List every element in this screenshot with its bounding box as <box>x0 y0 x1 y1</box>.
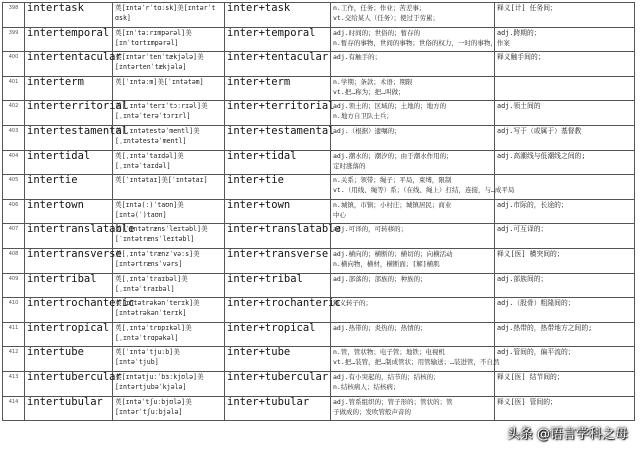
definition-line: adj.（根据）遗嘱的； <box>333 126 401 135</box>
phonetic-line: [ˌɪntəˈtraɪbəl] <box>115 284 175 293</box>
definition-line: adj.时间的；世俗的；暂存的 <box>333 28 421 37</box>
phonetic-line: 英[ˈɪntəˈtjuːb]美 <box>115 348 180 357</box>
row-number: 410 <box>3 298 25 323</box>
phonetic-line: [ɪnˈtɑrtɪmpərəl] <box>115 38 179 47</box>
row-number: 405 <box>3 175 25 200</box>
phonetic-line: [ˌɪntətestəˈmentl] <box>115 136 187 145</box>
definition-line: adj.有触手的； <box>333 53 382 62</box>
table-row <box>3 322 635 347</box>
definition-cell <box>331 273 495 298</box>
derived-meaning: adj.领土间的 <box>495 101 635 126</box>
headword: intertentacular <box>25 52 113 77</box>
phonetic-line: 英[ˌɪntəˈtaɪdəl]美 <box>115 151 184 160</box>
phonetic-cell <box>113 248 225 273</box>
definition-line: n.关系；领带；绳子；平局，束缚，限制 <box>333 176 452 185</box>
phonetic-cell <box>113 347 225 372</box>
phonetic-cell <box>113 273 225 298</box>
word-formation: inter+term <box>225 76 331 101</box>
definition-line: vt.把…装管，把…制成管状；用管输送；…装进管，不自然 <box>333 358 500 367</box>
derived-meaning: 释义触手间的； <box>495 52 635 77</box>
row-number: 409 <box>3 273 25 298</box>
phonetic-line: 英[ɪntə(ː)ˈtaʊn]美 <box>115 200 184 209</box>
definition-line: adj.横向的；横断的；横切的；向横活动 <box>333 249 453 258</box>
phonetic-cell <box>113 371 225 396</box>
phonetic-cell <box>113 298 225 323</box>
definition-cell <box>331 175 515 200</box>
definition-line: n.地方自卫队士兵； <box>333 112 393 121</box>
row-number: 399 <box>3 27 25 52</box>
phonetic-line: [ɪntərtrænsˈvərs] <box>115 259 183 268</box>
definition-cell <box>331 3 495 28</box>
phonetic-line: 英[ˌɪntətestəˈmentl]美 <box>115 126 200 135</box>
word-formation: inter+trochanteric <box>225 298 331 323</box>
phonetic-line: [ˌɪntəˈterəˈtɔrɪrl] <box>115 112 191 121</box>
word-formation: inter+temporal <box>225 27 331 52</box>
headword: intertubular <box>25 396 113 421</box>
phonetic-cell <box>113 52 225 77</box>
table-row <box>3 347 635 372</box>
phonetic-line: 英[ɪntərˈtenˈtækjələ]美 <box>115 53 204 62</box>
word-formation: inter+testamental <box>225 125 331 150</box>
phonetic-cell <box>113 101 225 126</box>
phonetic-line: [ɪntə(ˈ)taʊn] <box>115 210 167 219</box>
phonetic-cell <box>113 27 225 52</box>
phonetic-cell <box>113 322 225 347</box>
phonetic-cell <box>113 175 225 200</box>
definition-line: adj.领土的；区域的；土地的；地方的 <box>333 102 447 111</box>
definition-line: adj.部落的；部族的；种族的； <box>333 274 427 283</box>
word-formation: inter+tidal <box>225 150 331 175</box>
definition-line: 定时涨落的 <box>333 161 366 170</box>
definition-cell <box>331 125 495 150</box>
phonetic-line: 英[ɪnˈtəːrɪmpərəl]美 <box>115 28 192 37</box>
headword: intertie <box>25 175 113 200</box>
phonetic-cell <box>113 76 225 101</box>
phonetic-line: ɑsk] <box>115 14 131 22</box>
word-formation: inter+tubercular <box>225 371 331 396</box>
row-number: 402 <box>3 101 25 126</box>
headword: intertranslatable <box>25 224 113 249</box>
word-formation: inter+tentacular <box>225 52 331 77</box>
phonetic-cell <box>113 3 225 28</box>
derived-meaning: adj.高潮线与低潮线之间的; <box>495 150 635 175</box>
definition-line: 释义转子的； <box>333 299 372 308</box>
definition-line: n.结核病人；结核病； <box>333 382 400 391</box>
definition-line: vt.交给某人（任务）；使过于劳累； <box>333 14 439 22</box>
row-number: 404 <box>3 150 25 175</box>
table-row <box>3 273 635 298</box>
derived-meaning: adj.市际的，长途的； <box>495 199 635 224</box>
table-row <box>3 76 635 101</box>
table-row <box>3 248 635 273</box>
definition-cell <box>331 347 500 372</box>
word-formation: inter+tribal <box>225 273 331 298</box>
definition-line: adj.有小突起的，结节的；结核的； <box>333 372 440 381</box>
table-row <box>3 52 635 77</box>
table-row <box>3 224 635 249</box>
definition-line: adj.管系组织的；管子形的；管状的；管 <box>333 397 453 406</box>
vocabulary-table-body <box>3 3 635 421</box>
headword: intertidal <box>25 150 113 175</box>
phonetic-cell <box>113 125 225 150</box>
definition-line: n.学期；条款；术语；期限 <box>333 77 413 86</box>
definition-cell <box>331 101 495 126</box>
phonetic-line: 英[ˈɪntəːm]美[ˈɪntətəm] <box>115 77 204 86</box>
watermark: 头条 @语言学科之母 <box>506 427 628 442</box>
definition-line: adj.潮水的；潮汐的；由于潮水作用的； <box>333 151 453 160</box>
headword: intertransverse <box>25 248 113 273</box>
derived-meaning: adj.管间的，偏平流的； <box>495 347 635 372</box>
phonetic-cell <box>113 224 225 249</box>
definition-line: n.城镇，市镇；小村庄；城镇居民；商业 <box>333 200 452 209</box>
word-formation: inter+tropical <box>225 322 331 347</box>
row-number: 408 <box>3 248 25 273</box>
headword: intertestamental <box>25 125 113 150</box>
word-formation: inter+task <box>225 3 331 28</box>
definition-cell <box>331 27 510 52</box>
phonetic-line: 英[ˌɪntəˈterɪˈtɔːrɪəl]美 <box>115 102 208 111</box>
definition-cell <box>331 248 495 273</box>
definition-line: n.暂存的事物，世间的事物；世俗的权力，一时的事物，作案 <box>333 38 510 47</box>
phonetic-cell <box>113 199 225 224</box>
derived-meaning: 释义[医] 结节间的； <box>495 371 635 396</box>
derived-meaning: 释义[计] 任务间； <box>495 3 635 28</box>
derived-meaning: 释义[医] 横突间的； <box>495 248 635 273</box>
derived-meaning: adj.可互译的； <box>495 224 635 249</box>
word-formation: inter+territorial <box>225 101 331 126</box>
phonetic-line: 英[ˈɪntətrænsˈleɪtəbl]美 <box>115 225 208 234</box>
phonetic-line: 英[ɪntəˈtʃuːbjʊlə]美 <box>115 397 192 406</box>
definition-cell <box>331 199 495 224</box>
definition-line: n.横向物，横材，横断面；[解]横肌 <box>333 259 440 268</box>
headword: intertask <box>25 3 113 28</box>
definition-cell <box>331 322 495 347</box>
table-row <box>3 101 635 126</box>
definition-line: n.管，管状物；电子管；地铁；电视机 <box>333 348 445 357</box>
definition-line: vt.（用线、绳等）系；（在线、绳上）打结，连接，与…成平局 <box>333 186 515 195</box>
derived-meaning <box>495 175 635 200</box>
table-row <box>3 3 635 28</box>
phonetic-line: [ɪntərˈtʃuːbjələ] <box>115 407 183 416</box>
derived-meaning: adj.部族间的； <box>495 273 635 298</box>
phonetic-line: [ˌɪntəˈtrɑpəkəl] <box>115 333 179 342</box>
row-number: 414 <box>3 396 25 421</box>
word-formation: inter+tie <box>225 175 331 200</box>
headword: intertube <box>25 347 113 372</box>
definition-line: 子做成的；发吹管般声音的 <box>333 407 411 416</box>
table-row <box>3 371 635 396</box>
headword: intertribal <box>25 273 113 298</box>
phonetic-line: [ɪntəˈtjub] <box>115 358 159 367</box>
derived-meaning: adj.写于（或属于）基督教 <box>495 125 635 150</box>
phonetic-line: 英[ɪntəˈrˈtɑːsk]美[ɪntərˈt <box>115 4 216 12</box>
word-formation: inter+transverse <box>225 248 331 273</box>
table-row <box>3 175 635 200</box>
definition-cell <box>331 224 495 249</box>
word-formation: inter+translatable <box>225 224 331 249</box>
derived-meaning <box>495 76 635 101</box>
table-row <box>3 27 635 52</box>
table-row <box>3 298 635 323</box>
definition-cell <box>331 150 495 175</box>
phonetic-line: 英[ˌɪntəˈtrɒpɪkəl]美 <box>115 323 192 332</box>
derived-meaning: adj.跨期的； <box>495 27 635 52</box>
vocabulary-table <box>2 2 635 421</box>
row-number: 403 <box>3 125 25 150</box>
phonetic-line: [ɪntərtjubəˈkjələ] <box>115 382 187 391</box>
phonetic-line: [ɪntətrəkənˈterɪk] <box>115 309 187 318</box>
derived-meaning: adj.（股骨）粗隆间的； <box>495 298 635 323</box>
headword: intertemporal <box>25 27 113 52</box>
table-row <box>3 125 635 150</box>
row-number: 401 <box>3 76 25 101</box>
phonetic-line: [ˈɪntətrænsˈleɪtəbl] <box>115 235 195 244</box>
definition-line: n.工作，任务；作业；苦差事； <box>333 4 426 12</box>
definition-cell <box>331 76 495 101</box>
derived-meaning: 释义[医] 管间的； <box>495 396 635 421</box>
row-number: 413 <box>3 371 25 396</box>
phonetic-line: 英[ɪntətrəkənˈterɪk]美 <box>115 299 200 308</box>
headword: intertubercular <box>25 371 113 396</box>
phonetic-line: [ɪntərtenˈtækjələ] <box>115 63 187 72</box>
phonetic-cell <box>113 396 225 421</box>
headword: interterm <box>25 76 113 101</box>
phonetic-line: 英[ɪntətjuːˈbɜːkjʊlə]美 <box>115 372 204 381</box>
phonetic-line: 英[ˌɪntəˈtraɪbəl]美 <box>115 274 188 283</box>
definition-cell <box>331 52 495 77</box>
table-row <box>3 396 635 421</box>
phonetic-line: [ˌɪntəˈtaɪdəl] <box>115 161 171 170</box>
table-row <box>3 199 635 224</box>
definition-line: vt.把…称为；把…叫做； <box>333 87 405 96</box>
phonetic-line: 英[ˈɪntətaɪ]美[ˈɪntətaɪ] <box>115 176 208 185</box>
word-formation: inter+tubular <box>225 396 331 421</box>
row-number: 407 <box>3 224 25 249</box>
headword: intertrochanteric <box>25 298 113 323</box>
headword: intertown <box>25 199 113 224</box>
table-row <box>3 150 635 175</box>
row-number: 398 <box>3 3 25 28</box>
headword: interterritorial <box>25 101 113 126</box>
phonetic-cell <box>113 150 225 175</box>
definition-cell <box>331 298 495 323</box>
definition-line: 中心 <box>333 210 346 219</box>
row-number: 411 <box>3 322 25 347</box>
row-number: 412 <box>3 347 25 372</box>
definition-cell <box>331 371 495 396</box>
phonetic-line: 英[ˌɪntəˈtrænzˈvəːs]美 <box>115 249 200 258</box>
word-formation: inter+tube <box>225 347 331 372</box>
definition-line: adj.可译的，可转移的； <box>333 225 408 234</box>
headword: intertropical <box>25 322 113 347</box>
derived-meaning: adj.热带的，热带地方之间的; <box>495 322 635 347</box>
row-number: 406 <box>3 199 25 224</box>
definition-line: adj.热带的；炎热的；热情的； <box>333 323 427 332</box>
word-formation: inter+town <box>225 199 331 224</box>
row-number: 400 <box>3 52 25 77</box>
definition-cell <box>331 396 495 421</box>
